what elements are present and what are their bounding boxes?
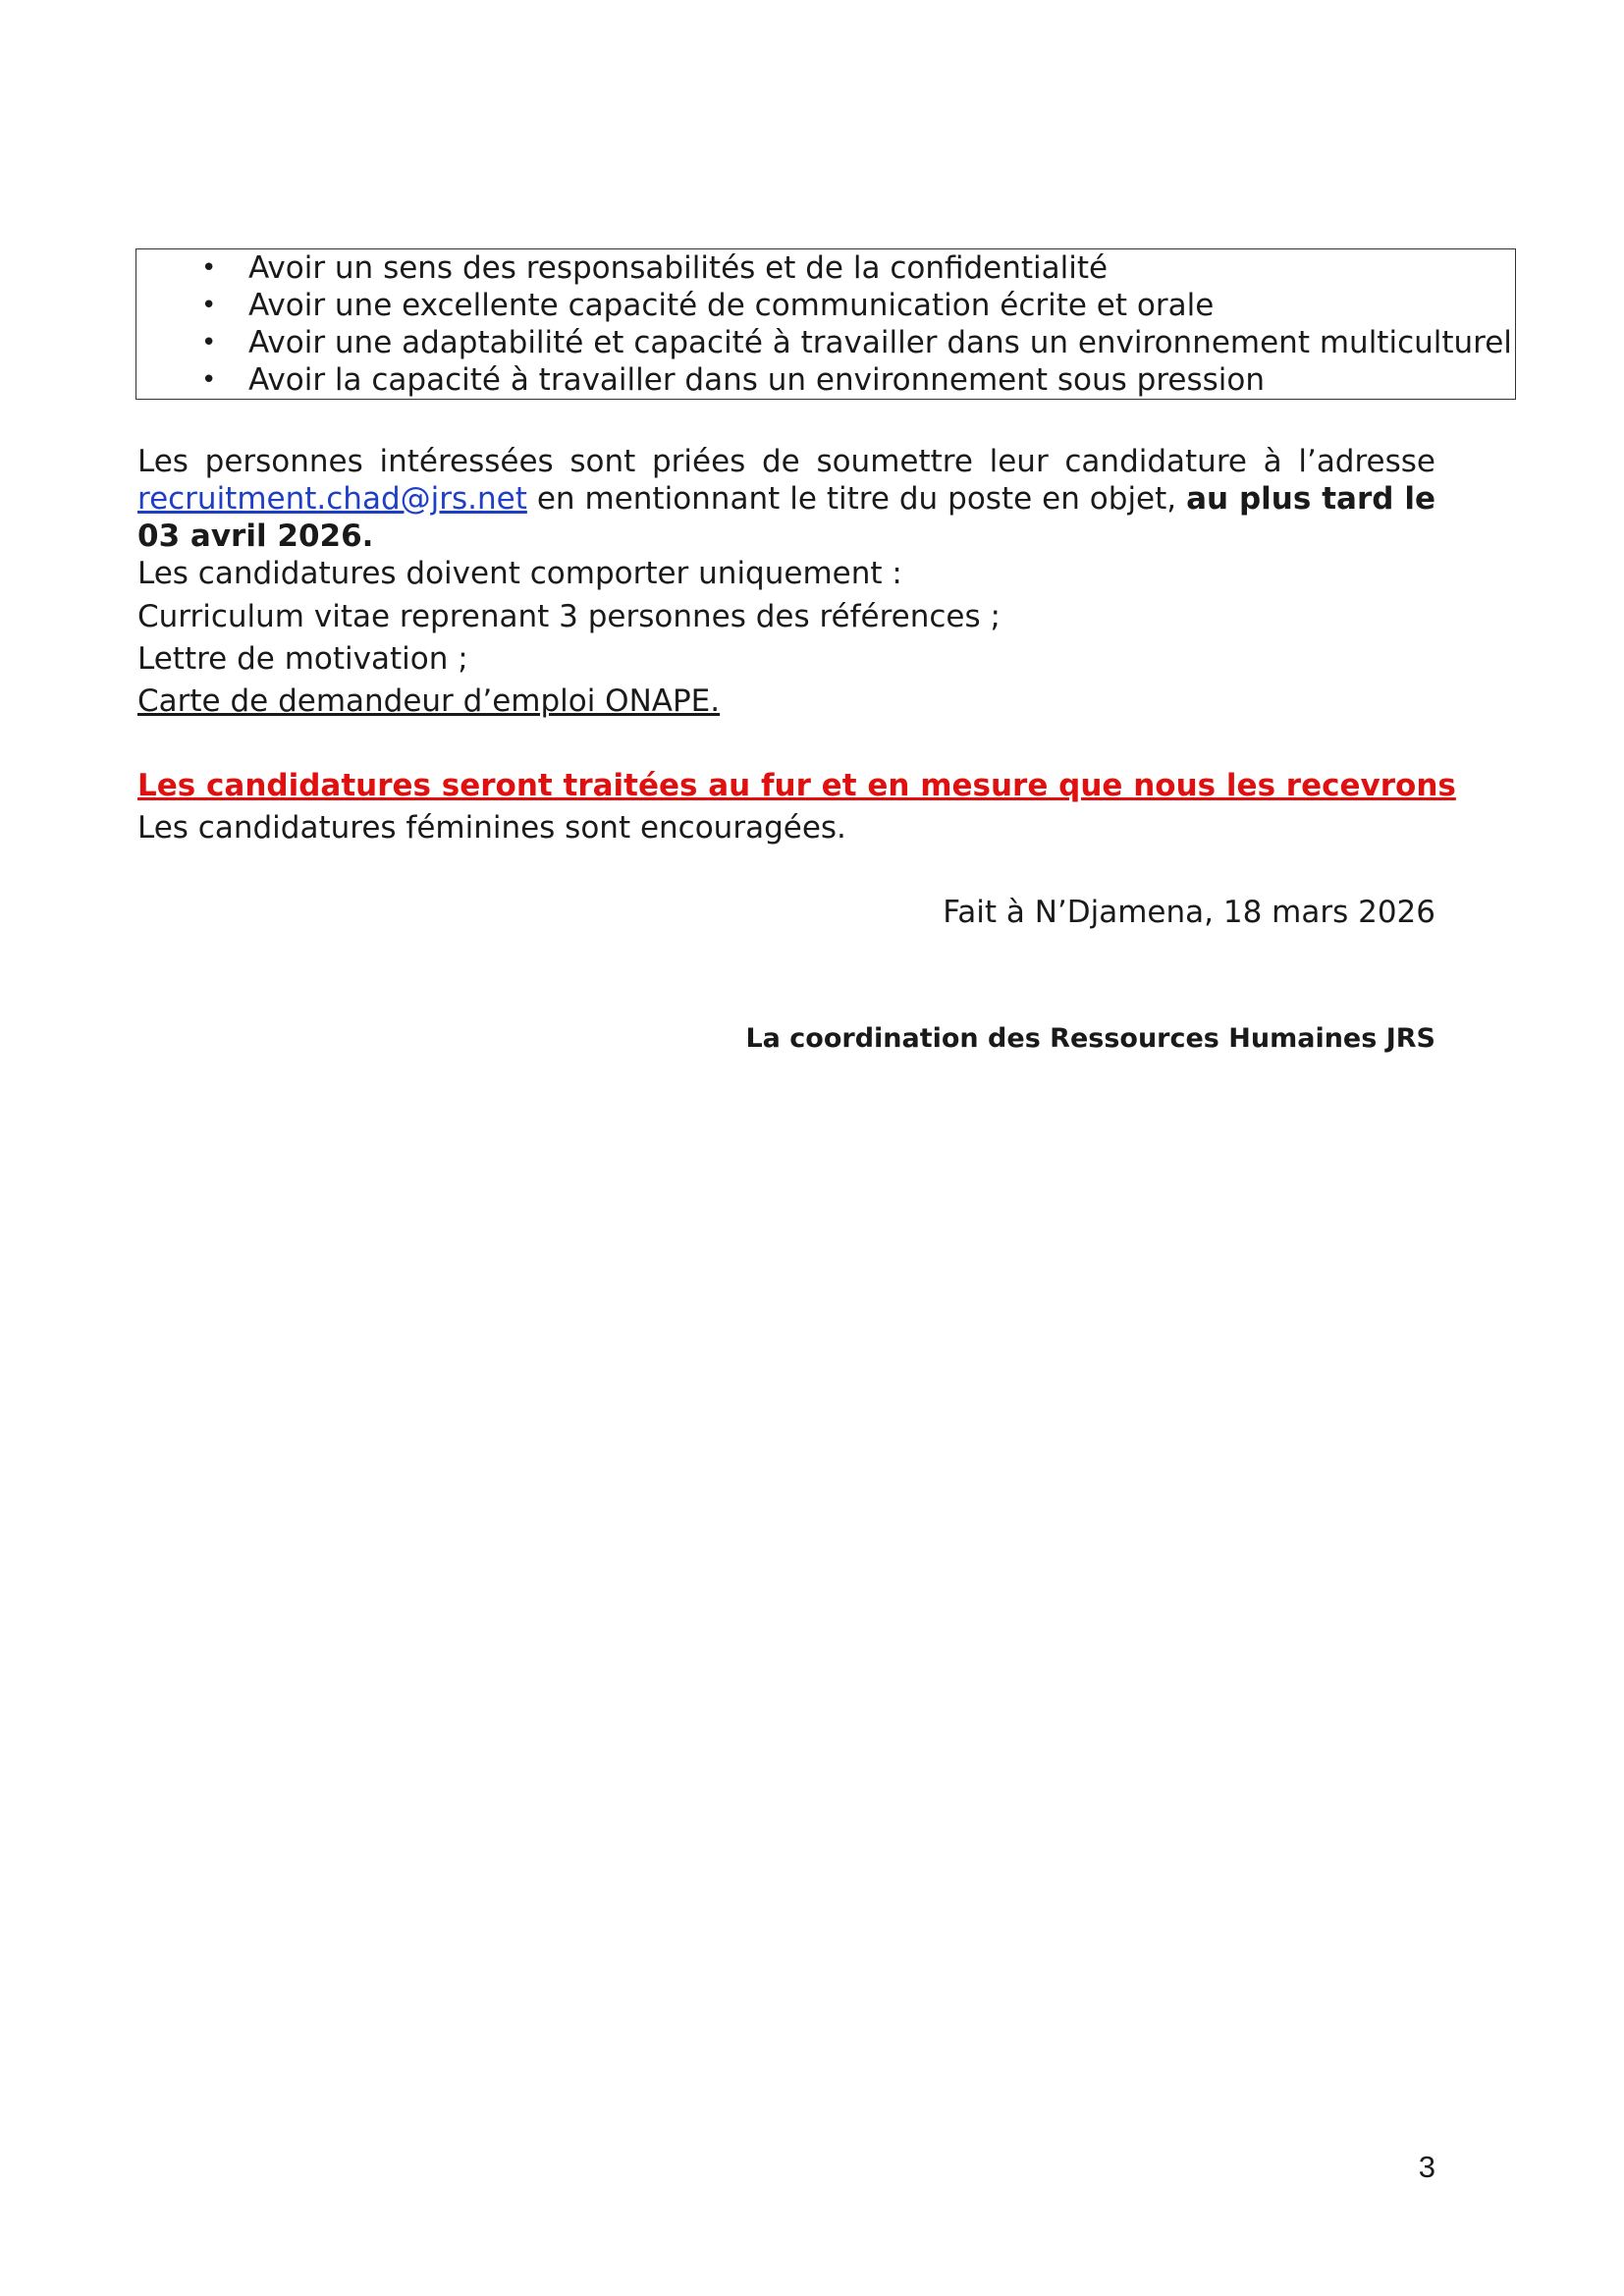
requirement-text: Avoir un sens des responsabilités et de la confidentialité [248,250,1109,286]
document-letter: Lettre de motivation ; [137,641,468,677]
application-instructions-line1 [137,443,1435,480]
application-instructions-line2 [137,480,1435,518]
requirement-item [136,324,1511,361]
bullet-icon: • [201,328,217,357]
signature: La coordination des Ressources Humaines JRS [745,1023,1435,1054]
requirement-item [136,249,1511,287]
recruitment-email-link[interactable]: recruitment.chad@jrs.net [137,481,527,517]
document-cv: Curriculum vitae reprenant 3 personnes des références ; [137,599,1001,634]
document-onape-card: Carte de demandeur d’emploi ONAPE. [137,683,721,719]
deadline-text: au plus tard le [1186,481,1435,517]
application-text: Les personnes intéressées sont priées de soumettre leur candidature à l’adresse [137,444,1435,479]
application-text-mid: en mentionnant le titre du poste en objet, [526,481,1187,517]
requirement-item [136,361,1511,399]
deadline-date: 03 avril 2026. [137,519,374,554]
page-number: 3 [1418,2150,1435,2184]
requirements-box [135,248,1516,400]
processing-note: Les candidatures seront traitées au fur et en mesure que nous les recevrons [137,768,1456,803]
place-date: Fait à N’Djamena, 18 mars 2026 [943,895,1435,930]
requirement-text: Avoir une excellente capacité de communication écrite et orale [248,288,1215,323]
requirement-text: Avoir une adaptabilité et capacité à travailler dans un environnement multiculturel [248,325,1512,360]
documents-intro: Les candidatures doivent comporter uniquement : [137,556,902,591]
bullet-icon: • [201,291,217,320]
bullet-icon: • [201,253,217,283]
requirement-item [136,287,1511,324]
requirement-text: Avoir la capacité à travailler dans un environnement sous pression [248,362,1266,398]
bullet-icon: • [201,365,217,395]
women-encouraged-note: Les candidatures féminines sont encouragées. [137,810,846,846]
